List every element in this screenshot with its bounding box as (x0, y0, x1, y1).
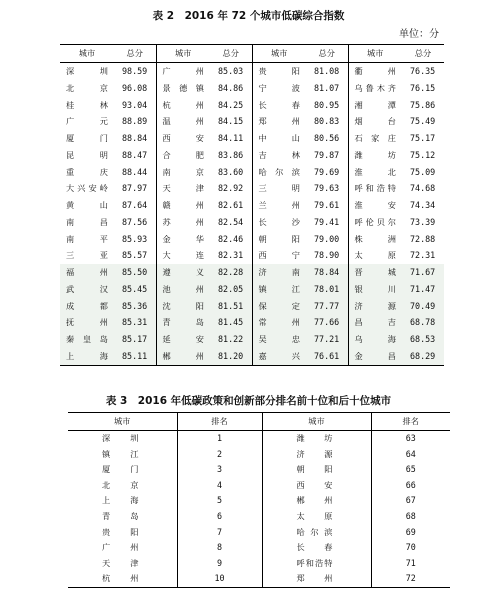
table-row (60, 97, 444, 114)
table2-score-cell: 72.88 (410, 233, 436, 244)
table2-score-cell: 75.12 (410, 149, 436, 160)
table2-score-cell: 81.51 (210, 298, 252, 315)
table2-city-cell: 株 洲 (348, 231, 402, 248)
table-row (60, 298, 444, 315)
table2-city-cell: 湘 潭 (348, 97, 402, 114)
table2-city-cell: 长 春 (252, 97, 306, 114)
table2-city-cell: 景德镇 (156, 80, 210, 97)
table2-score-cell: 87.56 (122, 216, 148, 227)
table2-city-cell: 昌 吉 (348, 314, 402, 331)
table-row (60, 314, 444, 331)
table2-unit-label: 单位：分 (399, 29, 439, 40)
table3-rank-cell: 1 (177, 431, 262, 447)
table2-score-cell: 79.41 (314, 216, 340, 227)
table2-score-cell: 77.66 (306, 314, 348, 331)
table-row (68, 525, 450, 541)
table3-rank-cell: 68 (371, 509, 450, 525)
table2-score-cell: 85.11 (114, 348, 156, 365)
table2-score-cell: 75.09 (410, 166, 436, 177)
table-row (68, 540, 450, 556)
table2-city-cell: 青 岛 (156, 314, 210, 331)
table2-title: 表 2 2016 年 72 个城市低碳综合指数 (152, 10, 345, 22)
table2-header-score: 总分 (306, 45, 348, 63)
table2-score-cell: 76.35 (410, 66, 436, 76)
table2-score-cell: 71.67 (402, 264, 444, 281)
table2-score-cell: 74.34 (410, 200, 436, 210)
table3-rank-cell: 3 (177, 462, 262, 478)
table2-score-cell: 80.56 (314, 133, 340, 143)
table2-score-cell: 82.31 (218, 250, 244, 261)
table2-city-cell: 赣 州 (156, 197, 210, 214)
table3-city-cell: 长 春 (262, 540, 371, 556)
table2-city-cell: 厦 门 (66, 133, 108, 143)
table3-rank-cell: 5 (177, 493, 262, 509)
table2-city-cell: 呼伦贝尔 (348, 214, 402, 231)
table2-score-cell: 81.20 (210, 348, 252, 365)
table2-score-cell: 79.69 (314, 166, 340, 177)
table2-score-cell: 84.86 (218, 82, 244, 93)
table2-score-cell: 98.59 (122, 66, 148, 76)
table2-score-cell: 81.08 (314, 66, 340, 76)
table2-city-cell: 太 原 (348, 247, 402, 264)
table-row (68, 571, 450, 587)
table2-city-cell: 淮 安 (348, 197, 402, 214)
table3-city-cell: 深 圳 (102, 433, 139, 443)
table3-city-cell: 太 原 (262, 509, 371, 525)
table3-header-city: 城市 (262, 413, 371, 431)
table3-rank-cell: 67 (371, 493, 450, 509)
table2-score-cell: 75.17 (410, 133, 436, 143)
table2-city-cell: 天 津 (156, 180, 210, 197)
table3-rank-cell: 63 (371, 431, 450, 447)
table2-score-cell: 79.87 (314, 149, 340, 160)
table2-score-cell: 82.54 (218, 216, 244, 227)
table2-score-cell: 80.95 (314, 99, 340, 110)
table-row (68, 431, 450, 447)
table3-city-cell: 厦 门 (102, 464, 139, 475)
table2-city-cell: 遵 义 (156, 264, 210, 281)
table2-header-city: 城市 (252, 45, 306, 63)
table2-body (60, 63, 444, 366)
table2-city-cell: 中 山 (252, 130, 306, 147)
table2-score-cell: 82.28 (210, 264, 252, 281)
table2-header-city: 城市 (156, 45, 210, 63)
table2-score-cell: 85.93 (122, 233, 148, 244)
table2-city-cell: 常 州 (252, 314, 306, 331)
table3-city-cell: 郴 州 (262, 493, 371, 509)
table2-score-cell: 83.60 (218, 166, 244, 177)
table2-city-cell: 衢 州 (348, 63, 402, 80)
table2-score-cell: 76.15 (410, 82, 436, 93)
table3-city-cell: 贵 阳 (102, 526, 139, 537)
table2-city-cell: 哈尔滨 (252, 164, 306, 181)
table3-city-cell: 青 岛 (102, 510, 139, 521)
table2-city-cell: 长 沙 (252, 214, 306, 231)
table3-body (68, 431, 450, 588)
table2-city-cell: 南 京 (156, 164, 210, 181)
table2-city-cell: 郑 州 (252, 113, 306, 130)
table2-city-cell: 重 庆 (66, 166, 108, 177)
table2-score-cell: 85.36 (114, 298, 156, 315)
table2-city-cell: 杭 州 (156, 97, 210, 114)
table2-score-cell: 81.07 (314, 82, 340, 93)
table3-city-cell: 广 州 (102, 542, 139, 553)
table2-city-cell: 大 连 (156, 247, 210, 264)
table2-city-cell: 嘉 兴 (252, 348, 306, 365)
table-row (60, 214, 444, 231)
table2-header-score: 总分 (114, 45, 156, 63)
table2-city-cell: 兰 州 (252, 197, 306, 214)
table3-rank-cell: 9 (177, 556, 262, 572)
table2-score-cell: 74.68 (410, 183, 436, 194)
table2-city-cell: 秦皇岛 (60, 331, 114, 348)
table2-score-cell: 70.49 (402, 298, 444, 315)
table3-city-cell: 济 源 (262, 447, 371, 463)
table2-city-cell: 镇 江 (252, 281, 306, 298)
table-row (60, 164, 444, 181)
table-row (60, 281, 444, 298)
table2-score-cell: 82.61 (218, 200, 244, 210)
table3-rank-cell: 66 (371, 478, 450, 494)
table2-header-city: 城市 (60, 45, 114, 63)
table3-city-cell: 西 安 (262, 478, 371, 494)
table2-city-cell: 潍 坊 (348, 147, 402, 164)
table2-score-cell: 76.61 (306, 348, 348, 365)
table2-city-cell: 三 亚 (66, 250, 108, 261)
table3-city-cell: 潍 坊 (262, 431, 371, 447)
table3-city-cell: 呼和浩特 (262, 556, 371, 572)
table-row (60, 130, 444, 147)
table2-score-cell: 68.29 (402, 348, 444, 365)
table2-score-cell: 75.86 (410, 99, 436, 110)
table-row (68, 478, 450, 494)
table2-score-cell: 75.49 (410, 116, 436, 127)
table2-city-cell: 西 宁 (252, 247, 306, 264)
table2-city-cell: 昆 明 (66, 149, 108, 160)
table3-rank-cell: 65 (371, 462, 450, 478)
table3-city-cell: 哈尔滨 (262, 525, 371, 541)
table2-city-cell: 西 安 (156, 130, 210, 147)
table3-rank-cell: 70 (371, 540, 450, 556)
table2-header-row (60, 45, 444, 63)
table2-city-cell: 广 州 (156, 63, 210, 80)
table-row (60, 231, 444, 248)
table2-score-cell: 78.90 (314, 250, 340, 261)
table2-score-cell: 87.64 (122, 200, 148, 210)
table2-score-cell: 71.47 (402, 281, 444, 298)
table3-title: 表 3 2016 年低碳政策和创新部分排名前十位和后十位城市 (105, 395, 392, 407)
table2-city-cell: 大兴安岭 (66, 183, 108, 194)
table3-city-cell: 朝 阳 (262, 462, 371, 478)
table2-city-cell: 三 明 (252, 180, 306, 197)
table-row (60, 348, 444, 365)
table2-city-cell: 苏 州 (156, 214, 210, 231)
table3-rank-cell: 69 (371, 525, 450, 541)
table2-city-cell: 金 华 (156, 231, 210, 248)
table2-city-cell: 贵 阳 (252, 63, 306, 80)
table2-city-cell: 武 汉 (60, 281, 114, 298)
table2-city-cell: 沈 阳 (156, 298, 210, 315)
table2-city-cell: 广 元 (66, 116, 108, 127)
table2-city-cell: 温 州 (156, 113, 210, 130)
table2-city-cell: 成 都 (60, 298, 114, 315)
table2-city-cell: 合 肥 (156, 147, 210, 164)
table2-score-cell: 82.92 (218, 183, 244, 194)
table2-score-cell: 81.22 (210, 331, 252, 348)
table-row (68, 493, 450, 509)
table3-rank-cell: 2 (177, 447, 262, 463)
table2-score-cell: 85.31 (114, 314, 156, 331)
table2-city-cell: 吉 林 (252, 147, 306, 164)
table2-city-cell: 保 定 (252, 298, 306, 315)
table3-header-city: 城市 (68, 413, 177, 431)
table3-rank-cell: 10 (177, 571, 262, 587)
table-row (68, 462, 450, 478)
table2-city-cell: 宁 波 (252, 80, 306, 97)
table2-score-cell: 84.11 (218, 133, 244, 143)
table2-city-cell: 吴 忠 (252, 331, 306, 348)
table2-header-score: 总分 (210, 45, 252, 63)
table2-score-cell: 84.15 (218, 116, 244, 127)
table2-city-cell: 南 昌 (66, 216, 108, 227)
table2-score-cell: 78.01 (306, 281, 348, 298)
table2-header-score: 总分 (402, 45, 444, 63)
table2-city-cell: 晋 城 (348, 264, 402, 281)
table3-policy-innovation-ranking (68, 412, 450, 588)
table2-score-cell: 77.77 (306, 298, 348, 315)
table2-city-cell: 抚 州 (60, 314, 114, 331)
table3-rank-cell: 64 (371, 447, 450, 463)
table2-score-cell: 81.45 (210, 314, 252, 331)
table3-city-cell: 郑 州 (262, 571, 371, 587)
table2-score-cell: 85.57 (122, 250, 148, 261)
table2-score-cell: 73.39 (410, 216, 436, 227)
table2-score-cell: 77.21 (306, 331, 348, 348)
table2-score-cell: 85.03 (218, 66, 244, 76)
table2-score-cell: 93.04 (122, 99, 148, 110)
table-row (60, 147, 444, 164)
table3-header-row (68, 413, 450, 431)
table-row (68, 447, 450, 463)
table3-header-rank: 排名 (177, 413, 262, 431)
table2-score-cell: 72.31 (410, 250, 436, 261)
table3-rank-cell: 7 (177, 525, 262, 541)
table2-score-cell: 96.08 (122, 82, 148, 93)
table2-score-cell: 79.63 (314, 183, 340, 194)
table2-city-cell: 南 平 (66, 233, 108, 244)
table2-city-cell: 深 圳 (66, 66, 108, 76)
table2-city-cell: 银 川 (348, 281, 402, 298)
table2-city-cell: 淮 北 (348, 164, 402, 181)
table2-city-cell: 黄 山 (66, 200, 108, 210)
table3-city-cell: 上 海 (102, 495, 139, 506)
table2-score-cell: 85.17 (114, 331, 156, 348)
table2-score-cell: 68.53 (402, 331, 444, 348)
table3-city-cell: 杭 州 (68, 571, 177, 587)
table3-city-cell: 镇 江 (102, 448, 139, 459)
table-row (60, 180, 444, 197)
table2-score-cell: 68.78 (402, 314, 444, 331)
table2-score-cell: 88.84 (122, 133, 148, 143)
table3-city-cell: 北 京 (102, 479, 139, 490)
table3-rank-cell: 4 (177, 478, 262, 494)
table2-city-cell: 济 南 (252, 264, 306, 281)
table2-city-scores (60, 44, 444, 366)
table2-score-cell: 85.45 (114, 281, 156, 298)
table2-city-cell: 石家庄 (348, 130, 402, 147)
table2-city-cell: 延 安 (156, 331, 210, 348)
table-row (68, 509, 450, 525)
table2-score-cell: 88.47 (122, 149, 148, 160)
table2-score-cell: 82.46 (218, 233, 244, 244)
table-row (60, 264, 444, 281)
table2-city-cell: 济 源 (348, 298, 402, 315)
table2-city-cell: 桂 林 (66, 99, 108, 110)
table2-score-cell: 79.00 (314, 233, 340, 244)
table2-score-cell: 88.44 (122, 166, 148, 177)
table-row (60, 331, 444, 348)
table2-score-cell: 84.25 (218, 99, 244, 110)
table2-city-cell: 上 海 (60, 348, 114, 365)
table2-city-cell: 呼和浩特 (348, 180, 402, 197)
table2-score-cell: 79.61 (314, 200, 340, 210)
table2-score-cell: 88.89 (122, 116, 148, 127)
table3-city-cell: 天 津 (102, 557, 139, 568)
table3-rank-cell: 71 (371, 556, 450, 572)
table3-rank-cell: 6 (177, 509, 262, 525)
table2-score-cell: 80.83 (314, 116, 340, 127)
table-row (68, 556, 450, 572)
table2-city-cell: 北 京 (66, 82, 108, 93)
table2-score-cell: 85.50 (114, 264, 156, 281)
table2-score-cell: 82.05 (210, 281, 252, 298)
table-row (60, 247, 444, 264)
table-row (60, 113, 444, 130)
table-row (60, 197, 444, 214)
table3-header-rank: 排名 (371, 413, 450, 431)
table2-city-cell: 朝 阳 (252, 231, 306, 248)
table2-score-cell: 83.86 (218, 149, 244, 160)
table-row (60, 80, 444, 97)
table2-score-cell: 78.84 (306, 264, 348, 281)
table2-city-cell: 乌鲁木齐 (348, 80, 402, 97)
table2-score-cell: 87.97 (122, 183, 148, 194)
table2-city-cell: 池 州 (156, 281, 210, 298)
table-row (60, 63, 444, 80)
table3-rank-cell: 72 (371, 571, 450, 587)
table2-city-cell: 烟 台 (348, 113, 402, 130)
table2-city-cell: 福 州 (60, 264, 114, 281)
table2-city-cell: 郴 州 (156, 348, 210, 365)
table2-header-city: 城市 (348, 45, 402, 63)
table2-city-cell: 金 昌 (348, 348, 402, 365)
table2-city-cell: 乌 海 (348, 331, 402, 348)
table3-rank-cell: 8 (177, 540, 262, 556)
